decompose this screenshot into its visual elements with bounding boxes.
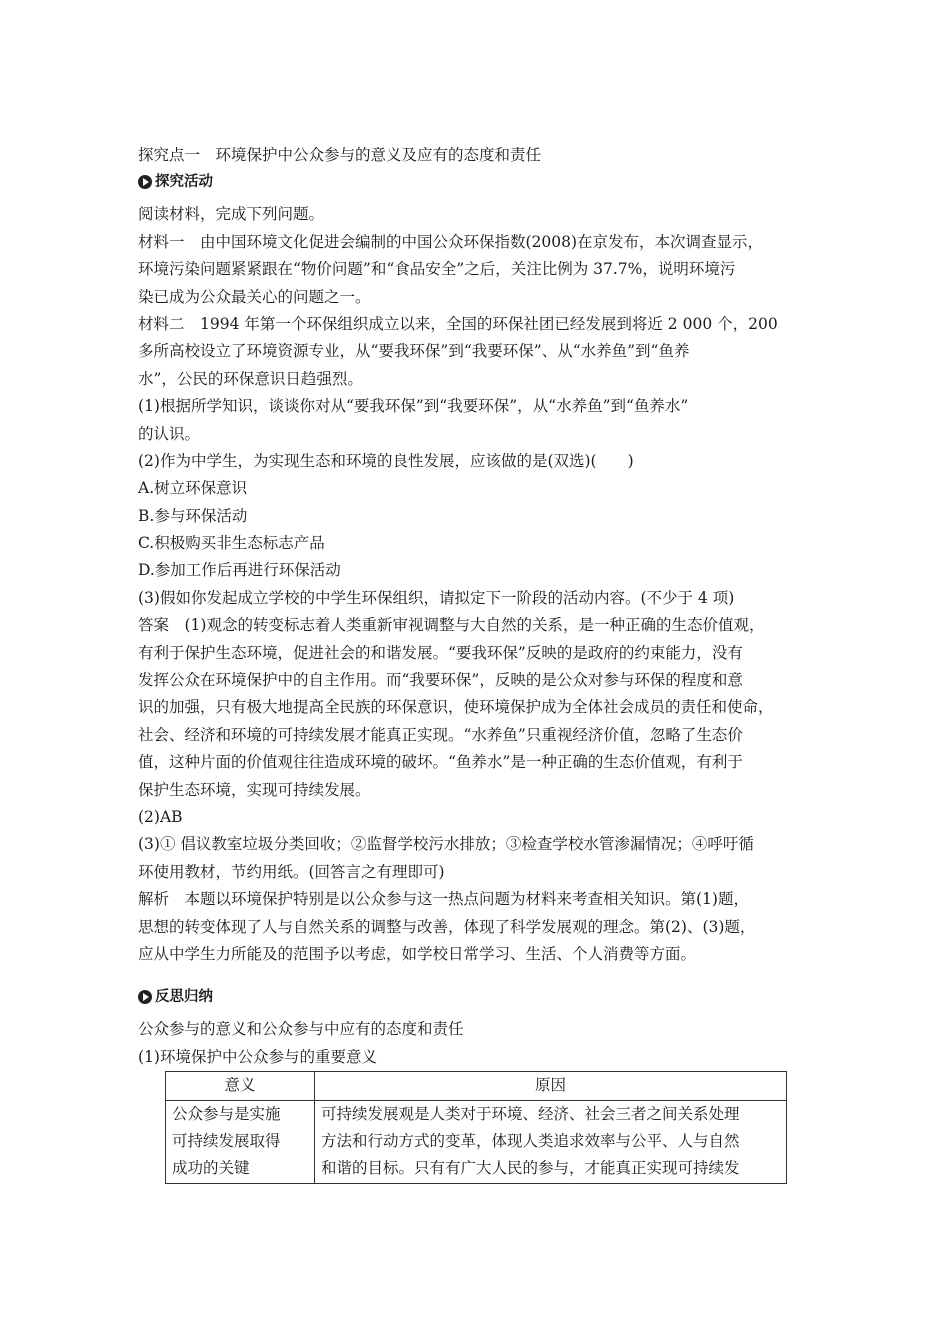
text-line: 思想的转变体现了人与自然关系的调整与改善，体现了科学发展观的理念。第(2)、(3)题， — [138, 917, 756, 936]
text-line: 值，这种片面的价值观往往造成环境的破坏。“鱼养水”是一种正确的生态价值观，有利于 — [138, 753, 743, 772]
option-a: A.树立环保意识 — [138, 479, 248, 498]
text-line: 染已成为公众最关心的问题之一。 — [138, 287, 371, 306]
text-line: 可持续发展观是人类对于环境、经济、社会三者之间关系处理 — [321, 1104, 740, 1123]
play-circle-icon — [138, 990, 152, 1004]
answer-1 — [138, 612, 818, 804]
text-line: 识的加强，只有极大地提高全民族的环保意识，使环境保护成为全体社会成员的责任和使命， — [138, 698, 774, 717]
material-one — [138, 229, 818, 311]
section-heading-activity — [138, 169, 818, 195]
answer-3 — [138, 831, 818, 886]
text-line: 有利于保护生态环境，促进社会的和谐发展。“要我环保”反映的是政府的约束能力，没有 — [138, 643, 743, 662]
text-line: 解析 本题以环境保护特别是以公众参与这一热点问题为材料来考查相关知识。第(1)题， — [138, 890, 749, 909]
text-line: 答案 (1)观念的转变标志着人类重新审视调整与大自然的关系，是一种正确的生态价值观， — [138, 616, 765, 635]
option-c: C.积极购买非生态标志产品 — [138, 534, 325, 553]
intro-text: 阅读材料，完成下列问题。 — [138, 205, 325, 224]
text-line: 的认识。 — [138, 424, 201, 443]
text-line: (3)① 倡议教室垃圾分类回收；②监督学校污水排放；③检查学校水管渗漏情况；④呼吁循 — [138, 835, 754, 854]
text-line: 材料二 1994 年第一个环保组织成立以来，全国的环保社团已经发展到将近 2 000 个，200 — [138, 314, 778, 333]
document-content — [138, 142, 818, 1184]
text-line: 和谐的目标。只有有广大人民的参与，才能真正实现可持续发 — [321, 1159, 740, 1178]
text-line: 可持续发展取得 — [172, 1131, 281, 1150]
option-list — [138, 475, 818, 585]
option-d: D.参加工作后再进行环保活动 — [138, 561, 341, 580]
topic-title: 探究点一 环境保护中公众参与的意义及应有的态度和责任 — [138, 146, 542, 164]
text-line: 公众参与是实施 — [172, 1104, 281, 1123]
meaning-table — [165, 1071, 787, 1184]
question-1 — [138, 393, 818, 448]
text-line: 保护生态环境，实现可持续发展。 — [138, 780, 371, 799]
question-3: (3)假如你发起成立学校的中学生环保组织，请拟定下一阶段的活动内容。(不少于 4 项) — [138, 588, 735, 607]
text-line: 环境污染问题紧紧跟在“物价问题”和“食品安全”之后，关注比例为 37.7%，说明环境污 — [138, 260, 736, 279]
option-b: B.参与环保活动 — [138, 506, 248, 525]
play-circle-icon — [138, 175, 152, 189]
answer-2: (2)AB — [138, 807, 183, 826]
reflection-subtitle: (1)环境保护中公众参与的重要意义 — [138, 1047, 377, 1066]
text-line: 环使用教材，节约用纸。(回答言之有理即可) — [138, 862, 445, 881]
text-line: 成功的关键 — [172, 1159, 250, 1178]
section-heading-reflection — [138, 984, 818, 1010]
text-line: 方法和行动方式的变革，体现人类追求效率与公平、人与自然 — [321, 1131, 740, 1150]
table-cell-reason — [315, 1100, 787, 1183]
text-line: 水”，公民的环保意识日趋强烈。 — [138, 369, 363, 388]
text-line: (1)根据所学知识，谈谈你对从“要我环保”到“我要环保”，从“水养鱼”到“鱼养水” — [138, 397, 689, 416]
text-line: 多所高校设立了环境资源专业，从“要我环保”到“我要环保”、从“水养鱼”到“鱼养 — [138, 342, 690, 361]
table-row — [166, 1100, 787, 1183]
text-line: 发挥公众在环境保护中的自主作用。而“我要环保”，反映的是公众对参与环保的程度和意 — [138, 671, 743, 690]
question-2: (2)作为中学生，为实现生态和环境的良性发展，应该做的是(双选)( ) — [138, 451, 634, 470]
table-header-meaning: 意义 — [166, 1072, 315, 1100]
section-heading-label: 反思归纳 — [155, 988, 213, 1005]
text-line: 材料一 由中国环境文化促进会编制的中国公众环保指数(2008)在京发布，本次调查显示， — [138, 232, 764, 251]
text-line: 社会、经济和环境的可持续发展才能真正实现。“水养鱼”只重视经济价值，忽略了生态价 — [138, 725, 743, 744]
text-line: 应从中学生力所能及的范围予以考虑，如学校日常学习、生活、个人消费等方面。 — [138, 944, 697, 963]
table-header-row — [166, 1072, 787, 1100]
table-cell-meaning — [166, 1100, 315, 1183]
table-header-reason: 原因 — [315, 1072, 787, 1100]
section-heading-label: 探究活动 — [155, 173, 213, 190]
reflection-title: 公众参与的意义和公众参与中应有的态度和责任 — [138, 1020, 464, 1039]
analysis — [138, 886, 818, 968]
material-two — [138, 311, 818, 393]
